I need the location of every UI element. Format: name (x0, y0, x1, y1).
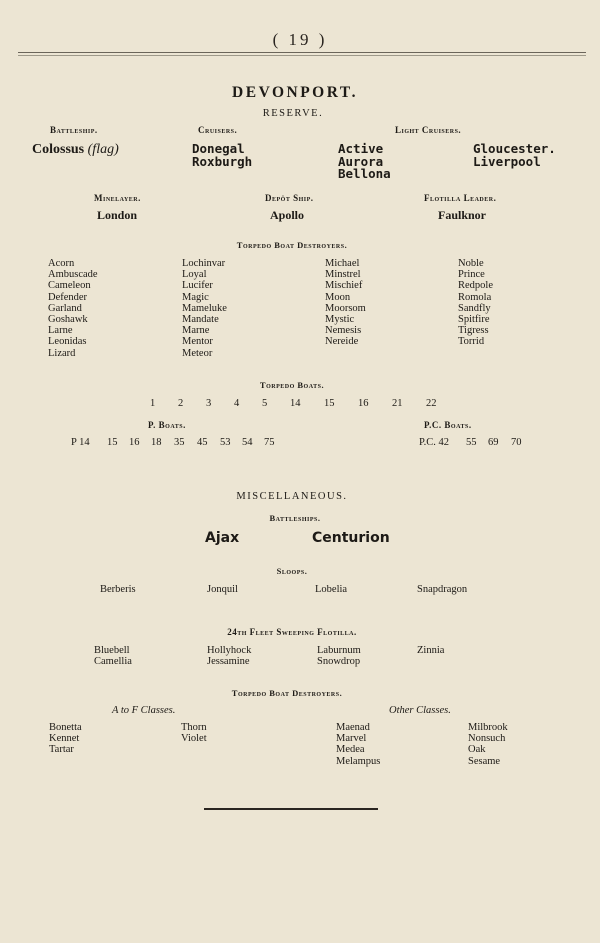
destroyer-name: Spitfire (458, 314, 490, 326)
misc-tbd-col3 (336, 722, 380, 767)
destroyer-name: Lucifer (182, 280, 213, 292)
flotilla-col4 (417, 645, 444, 656)
tb-number: 4 (234, 398, 240, 409)
page-number: ( 19 ) (272, 30, 328, 49)
tb-number: 16 (358, 398, 369, 409)
destroyer-name: Michael (325, 258, 360, 269)
destroyer-name: Prince (458, 269, 485, 281)
sloops-label: Sloops. (276, 566, 308, 576)
sweeping-flotilla-label: 24th Fleet Sweeping Flotilla. (227, 627, 357, 637)
reserve-subheading: RESERVE. (262, 108, 324, 119)
destroyer-name: Kennet (49, 733, 80, 745)
flotilla-col2 (207, 645, 251, 667)
destroyer-name: Magic (182, 291, 209, 303)
destroyer-name: Goshawk (48, 314, 88, 326)
destroyer-name: Lochinvar (182, 258, 226, 269)
flotilla-ship: Jessamine (207, 656, 250, 668)
flotilla-ship: Hollyhock (207, 645, 252, 656)
misc-battleship-centurion: Centurion (312, 530, 390, 546)
torpedo-boats-label: Torpedo Boats. (259, 380, 325, 390)
destroyer-name: Larne (48, 325, 73, 337)
a-to-f-classes-label: A to F Classes. (112, 705, 176, 716)
misc-battleship-ajax: Ajax (205, 530, 240, 546)
station-heading: DEVONPORT. (232, 84, 358, 101)
tbd-col2 (182, 258, 227, 359)
sloop-name: Lobelia (315, 584, 348, 595)
destroyer-name: Cameleon (48, 280, 91, 292)
pc-boat-number: 55 (466, 437, 477, 448)
destroyer-name: Leonidas (48, 336, 87, 348)
destroyer-name: Thorn (181, 722, 207, 733)
flotilla-col1 (94, 645, 132, 667)
destroyer-name: Melampus (336, 755, 381, 767)
flotilla-ship: Bluebell (94, 645, 130, 656)
destroyer-name: Violet (181, 733, 207, 745)
p-boat-number: 45 (197, 437, 208, 448)
flotilla-ship: Zinnia (417, 645, 445, 656)
minelayer-name: London (97, 208, 138, 222)
tb-number: 21 (392, 398, 403, 409)
p-boat-number: 54 (242, 437, 253, 448)
misc-tbd-col1 (49, 722, 82, 756)
battleship-entry (32, 142, 119, 158)
tbd-col3 (325, 258, 366, 348)
misc-battleships-label: Battleships. (269, 513, 321, 523)
destroyer-name: Mystic (325, 314, 355, 326)
destroyer-name: Moon (325, 291, 351, 303)
p-boat-number: 35 (174, 437, 185, 448)
depot-ship-name: Apollo (270, 208, 305, 222)
cruisers-col1 (192, 143, 252, 168)
battleship-label: Battleship. (50, 125, 98, 135)
flotilla-ship: Snowdrop (317, 656, 361, 668)
top-rule (18, 52, 586, 53)
cruiser-name: Roxburgh (192, 153, 253, 169)
destroyer-name: Oak (468, 744, 486, 756)
flotilla-leader-label: Flotilla Leader. (424, 193, 497, 203)
torpedo-boats-numbers (150, 398, 452, 409)
destroyer-name: Torrid (458, 336, 485, 348)
misc-tbd-col4 (468, 722, 508, 767)
pc-boat-number: 69 (488, 437, 499, 448)
sloop-name: Berberis (100, 584, 136, 595)
destroyer-name: Bonetta (49, 722, 82, 733)
tb-number: 22 (426, 398, 437, 409)
closing-rule (204, 808, 378, 810)
p-boat-number: 18 (151, 437, 162, 448)
light-cruisers-label: Light Cruisers. (395, 125, 462, 135)
tb-number: 3 (206, 398, 212, 409)
p-boat-prefix: P 14 (71, 437, 90, 448)
destroyer-name: Marne (182, 325, 210, 337)
misc-tbd-col2 (181, 722, 207, 744)
tbd-label: Torpedo Boat Destroyers. (236, 240, 348, 250)
destroyer-name: Medea (336, 744, 365, 756)
tb-number: 5 (262, 398, 268, 409)
destroyer-name: Tigress (458, 325, 489, 337)
destroyer-name: Garland (48, 302, 82, 314)
tb-number: 1 (150, 398, 156, 409)
destroyer-name: Tartar (49, 744, 74, 756)
misc-tbd-label: Torpedo Boat Destroyers. (231, 688, 343, 698)
top-rule-2 (18, 55, 586, 56)
miscellaneous-heading: MISCELLANEOUS. (236, 491, 348, 502)
p-boats-label: P. Boats. (148, 420, 186, 430)
minelayer-label: Minelayer. (94, 193, 141, 203)
destroyer-name: Mischief (325, 280, 363, 292)
pc-boats-numbers (419, 437, 531, 448)
destroyer-name: Milbrook (468, 722, 508, 733)
destroyer-name: Maenad (336, 722, 370, 733)
destroyer-name: Lizard (48, 347, 76, 359)
p-boat-number: 53 (220, 437, 231, 448)
tbd-col1 (48, 258, 98, 359)
depot-ship-label: Depôt Ship. (265, 193, 314, 203)
pc-boats-label: P.C. Boats. (424, 420, 472, 430)
destroyer-name: Meteor (182, 347, 213, 359)
destroyer-name: Sesame (468, 755, 501, 767)
destroyer-name: Mentor (182, 336, 213, 348)
destroyer-name: Redpole (458, 280, 493, 292)
destroyer-name: Loyal (182, 269, 207, 281)
cruiser-name: Bellona (338, 166, 391, 181)
destroyer-name: Acorn (48, 258, 75, 269)
p-boat-number: 75 (264, 437, 275, 448)
cruiser-name: Donegal (192, 141, 245, 156)
tb-number: 15 (324, 398, 335, 409)
flotilla-leader-name: Faulknor (438, 208, 487, 222)
cruisers-label: Cruisers. (198, 125, 238, 135)
destroyer-name: Moorsom (325, 302, 366, 314)
destroyer-name: Romola (458, 291, 492, 303)
light-cruisers-list (473, 143, 556, 168)
battleship-name: Colossus (32, 142, 85, 157)
destroyer-name: Defender (48, 291, 88, 303)
pc-boat-number: 70 (511, 437, 522, 448)
p-boat-number: 16 (129, 437, 140, 448)
light-cruiser-name: Gloucester. (473, 141, 556, 156)
flotilla-col3 (317, 645, 361, 667)
cruiser-name: Active (338, 141, 384, 156)
destroyer-name: Nemesis (325, 325, 362, 337)
battleship-note: (flag) (87, 142, 119, 157)
cruiser-name: Aurora (338, 153, 384, 169)
destroyer-name: Nonsuch (468, 733, 506, 745)
destroyer-name: Sandfly (458, 302, 491, 314)
destroyer-name: Nereide (325, 336, 359, 348)
tb-number: 2 (178, 398, 184, 409)
p-boat-number: 15 (107, 437, 118, 448)
tbd-col4 (458, 258, 493, 348)
cruisers-col2 (338, 143, 391, 181)
tb-number: 14 (290, 398, 301, 409)
destroyer-name: Minstrel (325, 269, 361, 281)
destroyer-name: Ambuscade (48, 269, 98, 281)
sloop-name: Jonquil (207, 584, 238, 595)
light-cruiser-name: Liverpool (473, 153, 541, 169)
p-boats-numbers (71, 437, 286, 448)
destroyer-name: Noble (458, 258, 484, 269)
flotilla-ship: Camellia (94, 656, 132, 668)
flotilla-ship: Laburnum (317, 645, 361, 656)
destroyer-name: Marvel (336, 733, 367, 745)
sloop-name: Snapdragon (417, 584, 468, 595)
destroyer-name: Mandate (182, 314, 219, 326)
pc-boat-prefix: P.C. 42 (419, 437, 450, 448)
destroyer-name: Mameluke (182, 302, 227, 314)
other-classes-label: Other Classes. (389, 705, 451, 716)
